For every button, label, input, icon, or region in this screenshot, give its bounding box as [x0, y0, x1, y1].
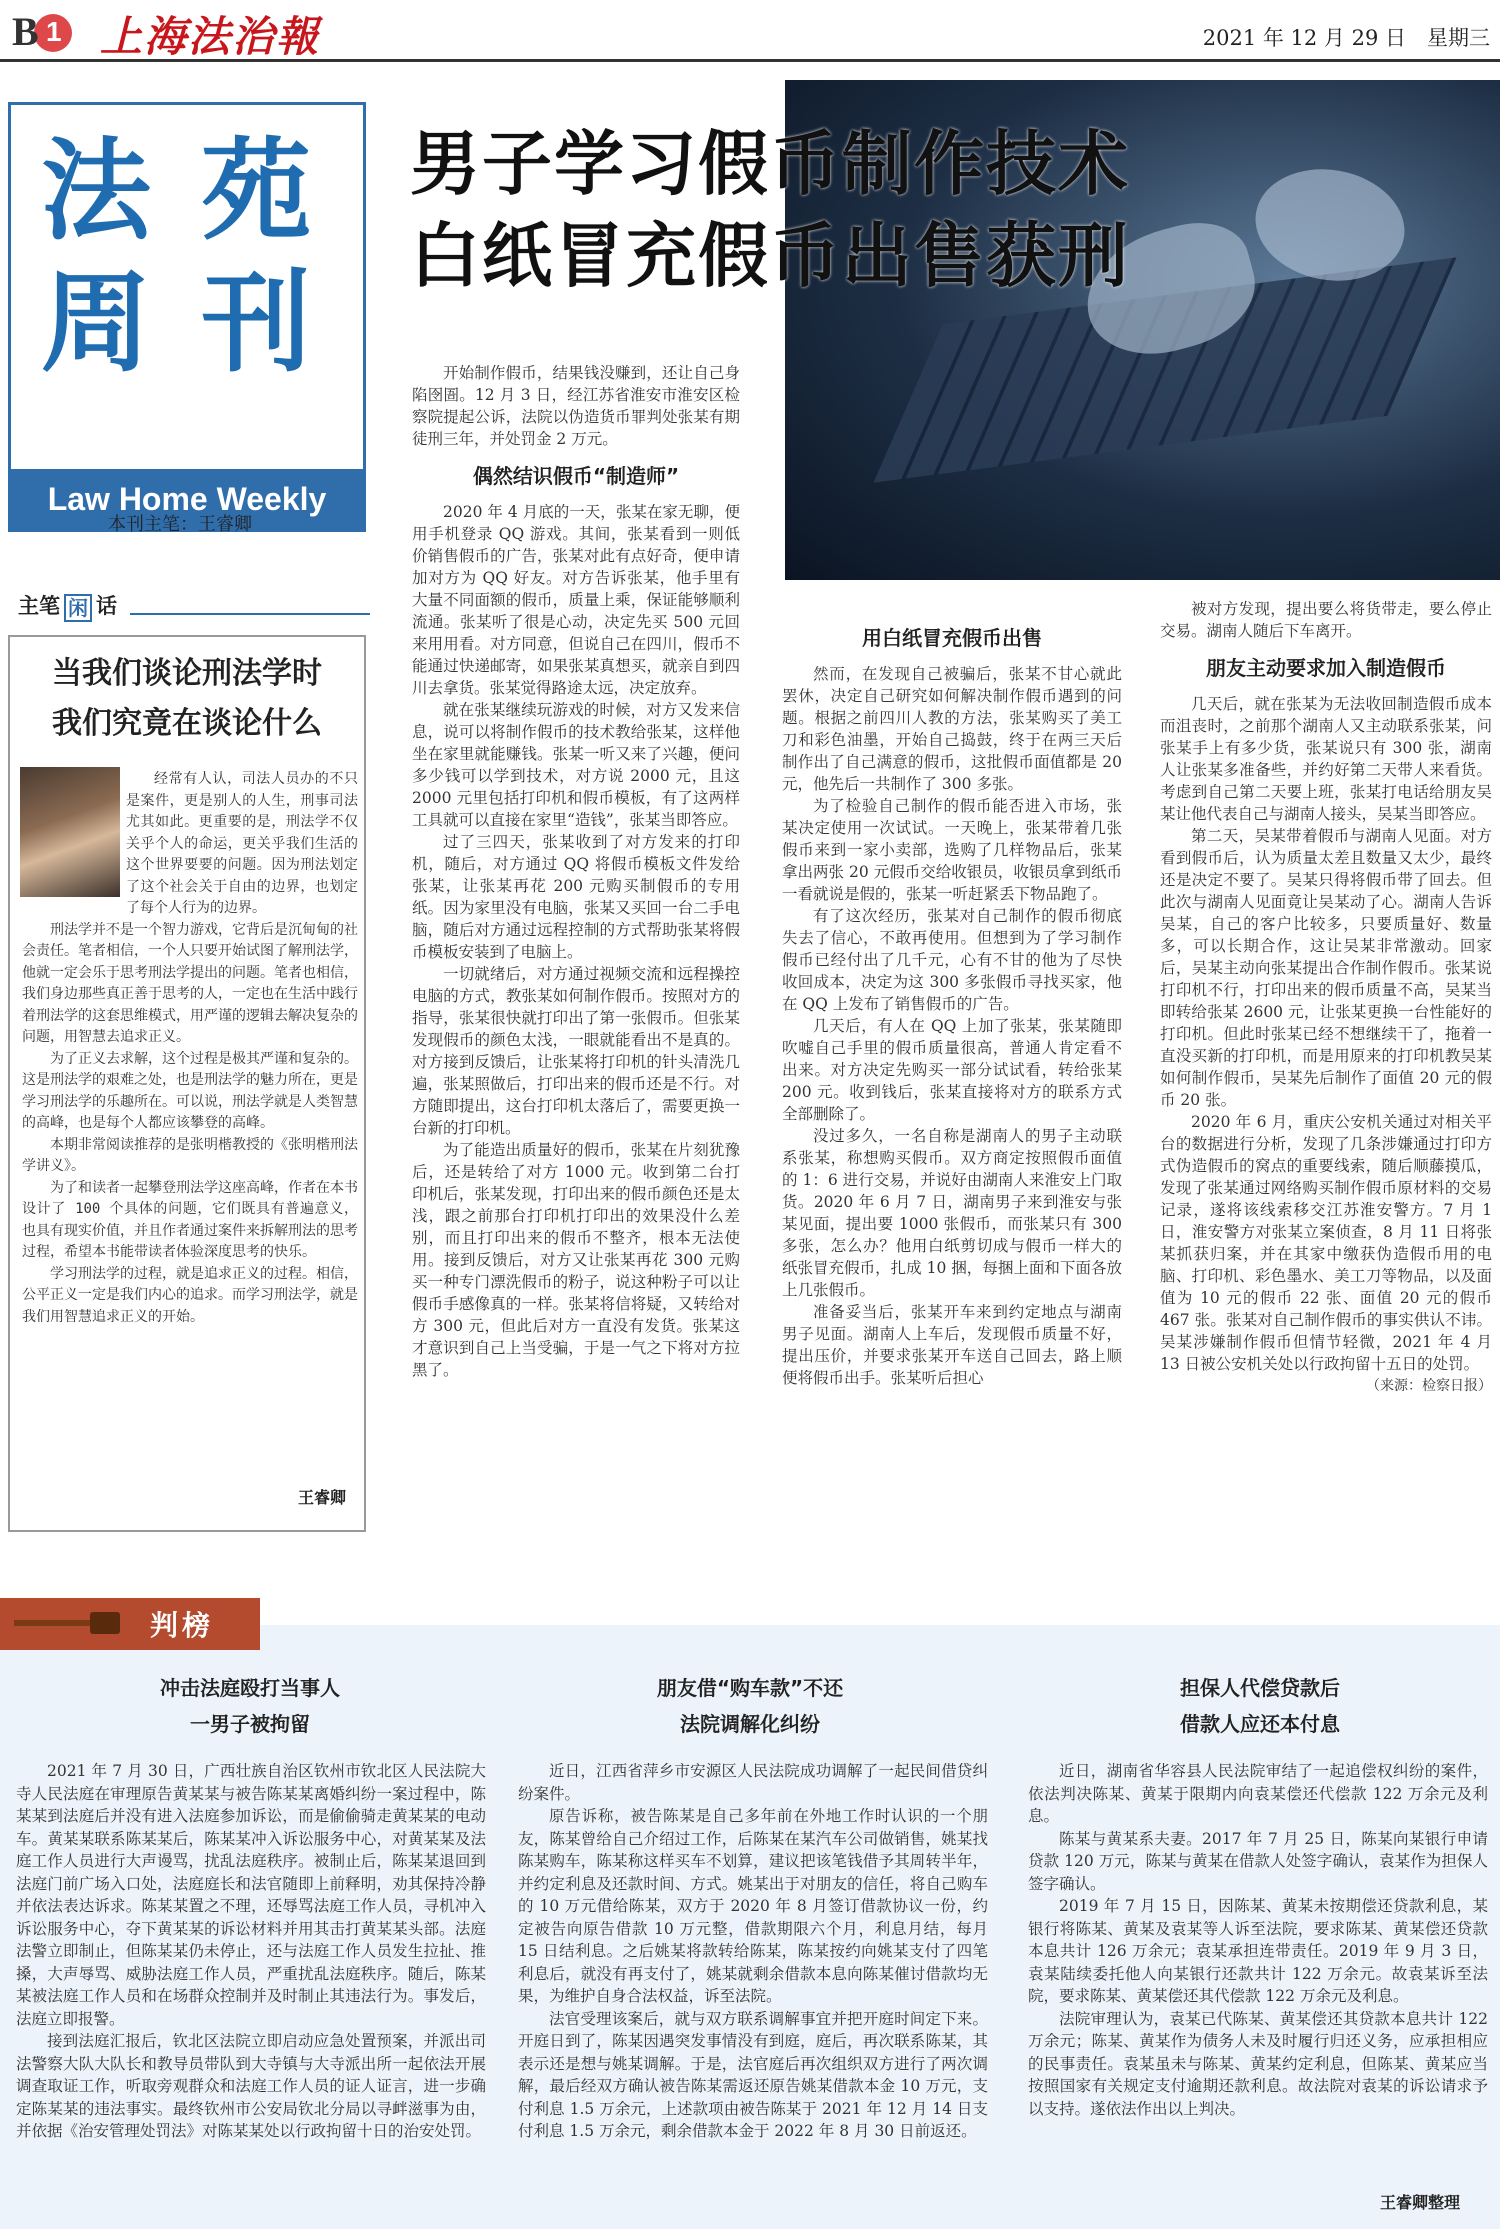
xian-char-icon: 闲 [64, 594, 92, 622]
editorial-title-line2: 我们究竟在谈论什么 [52, 706, 322, 741]
verdict-title-2 [530, 1670, 970, 1742]
verdict-paragraph: 原告诉称，被告陈某是自己多年前在外地工作时认识的一个朋友，陈某曾给自己介绍过工作，后陈某在某汽车公司做销售，姚某找陈某购车，陈某称这样买车不划算，建议把该笔钱借予其周转半年，并约定利息及还款时间、方式。姚某出于对朋友的信任，将自己购车的 10 万元借给陈某，双方于 2020 年 8 月签订借款协议一份，约定被告向原告借款 10 万元整，借款期限六个月，利息月结，每月 15 日结利息。之后姚某将款转给陈某，陈某按约向姚某支付了四笔利息后，就没有再支付了，姚某就剩余借款本息向陈某催讨借款均无果，为维护自身合法权益，诉至法院。 [518, 1807, 988, 2005]
article-paragraph: 然而，在发现自己被骗后，张某不甘心就此罢休，决定自己研究如何解决制作假币遇到的问题。根据之前四川人教的方法，张某购买了美工刀和彩色油墨，开始自己捣鼓，终于在两三天后制作出了自己满意的假币，这批假币面值都是 20 元，他先后一共制作了 300 多张。 [782, 665, 1122, 793]
verdict-body-2 [518, 1760, 988, 2143]
photo-float-spacer [22, 769, 126, 901]
verdict-section-header [0, 1598, 260, 1650]
section-suffix: 话 [96, 593, 117, 618]
verdict-title-3 [1040, 1670, 1480, 1742]
verdict-paragraph: 法官受理该案后，就与双方联系调解事宜并把开庭时间定下来。开庭日到了，陈某因遇突发事情没有到庭，庭后，再次联系陈某，其表示还是想与姚某调解。于是，法官庭后再次组织双方进行了两次调解，最后经双方确认被告陈某需返还原告姚某借款本金 10 万元，支付利息 1.5 万余元，上述款项由被告陈某于 2021 年 12 月 14 日支付利息 1.5 万余元，剩余借款本金于 2022 年 8 月 30 日前返还。 [518, 2009, 988, 2140]
article-subhead: 朋友主动要求加入制造假币 [1206, 656, 1446, 680]
editorial-paragraph: 为了正义去求解，这个过程是极其严谨和复杂的。这是刑法学的艰难之处，也是刑法学的魅力所在，更是学习刑法学的乐趣所在。可以说，刑法学就是人类智慧的高峰，也是每个人都应该攀登的高峰。 [22, 1050, 358, 1131]
headline-line2: 白纸冒充假币出售获刑 [410, 215, 1130, 297]
verdict-paragraph: 接到法庭汇报后，钦北区法院立即启动应急处置预案，并派出司法警察大队大队长和教导员带队到大寺镇与大寺派出所一起依法开展调查取证工作，听取旁观群众和法庭工作人员的证人证言，进一步确定陈某某的违法事实。最终钦州市公安局钦北分局以寻衅滋事为由，并依据《治安管理处罚法》对陈某某处以行政拘留十日的治安处罚。 [16, 2032, 486, 2140]
column-title-line1: 法 苑 [41, 127, 318, 255]
verdict-paragraph: 近日，江西省萍乡市安源区人民法院成功调解了一起民间借贷纠纷案件。 [518, 1762, 988, 1803]
verdict-body-1 [16, 1760, 486, 2143]
verdict-title-1 [30, 1670, 470, 1742]
verdict-title-line1: 担保人代偿贷款后 [1180, 1676, 1340, 1700]
verdict-title-line2: 法院调解化纠纷 [680, 1712, 820, 1736]
page-number-badge [12, 8, 74, 52]
headline-line1: 男子学习假币制作技术 [410, 123, 1130, 205]
editorial-paragraph: 本期非常阅读推荐的是张明楷教授的《张明楷刑法学讲义》。 [22, 1136, 358, 1174]
article-paragraph: 2020 年 4 月底的一天，张某在家无聊，便用手机登录 QQ 游戏。其间，张某看到一则低价销售假币的广告，张某对此有点好奇，便申请加对方为 QQ 好友。对方告诉张某，他手里有大量不同面额的假币，质量上乘，保证能够顺利流通。张某听了很是心动，决定先买 500 元回来用用看。对方同意，但说自己在四川，假币不能通过快递邮寄，如果张某真想买，就亲自到四川去拿货。张某觉得路途太远，决定放弃。 [412, 503, 740, 697]
article-paragraph: 有了这次经历，张某对自己制作的假币彻底失去了信心，不敢再使用。但想到为了学习制作假币已经付出了几千元，心有不甘的他为了尽快收回成本，决定为这 300 多张假币寻找买家，他在 QQ 上发布了销售假币的广告。 [782, 907, 1122, 1013]
article-paragraph: 开始制作假币，结果钱没赚到，还让自己身陷囹圄。12 月 3 日，经江苏省淮安市淮安区检察院提起公诉，法院以伪造货币罪判处张某有期徒刑三年，并处罚金 2 万元。 [412, 364, 740, 448]
page-letter: B [12, 9, 39, 54]
article-paragraph: 为了检验自己制作的假币能否进入市场，张某决定使用一次试试。一天晚上，张某带着几张假币来到一家小卖部，选购了几样物品后，张某拿出两张 20 元假币交给收银员，收银员拿到纸币一看就说是假的，张某一听赶紧丢下物品跑了。 [782, 797, 1122, 903]
editorial-title-line1: 当我们谈论刑法学时 [52, 656, 322, 691]
article-paragraph: 准备妥当后，张某开车来到约定地点与湖南男子见面。湖南人上车后，发现假币质量不好，提出压价，并要求张某开车送自己回去，路上顺便将假币出手。张某听后担心 [782, 1303, 1122, 1387]
editorial-paragraph: 刑法学并不是一个智力游戏，它背后是沉甸甸的社会责任。笔者相信，一个人只要开始试图了解刑法学，他就一定会乐于思考刑法学提出的问题。笔者也相信，我们身边那些真正善于思考的人，一定也在生活中践行着刑法学的这套思维模式，用严谨的逻辑去解决复杂的问题，用智慧去追求正义。 [22, 921, 358, 1045]
column-badge [8, 102, 366, 532]
article-column-1 [412, 362, 740, 1381]
editorial-body [22, 769, 358, 1328]
editorial-paragraph: 经常有人认，司法人员办的不只是案件，更是别人的人生，刑事司法尤其如此。更重要的是，刑法学不仅关乎个人的命运，更关乎我们生活的这个世界要要的问题。因为刑法划定了这个社会关于自由的边界，也划定了每个人行为的边界。 [126, 771, 358, 916]
editorial-signature: 王睿卿 [297, 1488, 346, 1507]
section-prefix: 主笔 [18, 593, 60, 618]
article-source: （来源：检察日报） [1366, 1378, 1492, 1394]
column-title [41, 125, 317, 389]
verdict-signature: 王睿卿整理 [1379, 2193, 1460, 2212]
article-paragraph: 几天后，有人在 QQ 上加了张某，张某随即吹嘘自己手里的假币质量很高，普通人肯定看不出来。对方决定先购买一部分试试看，转给张某 200 元。收到钱后，张某直接将对方的联系方式全部删除了。 [782, 1017, 1122, 1123]
editorial-article [8, 635, 366, 1532]
article-paragraph: 没过多久，一名自称是湖南人的男子主动联系张某，称想购买假币。双方商定按照假币面值的 1：6 进行交易，并说好由湖南人来淮安上门取货。2020 年 6 月 7 日，湖南男子来到淮安与张某见面，提出要 1000 张假币，而张某只有 300 多张，怎么办？他用白纸剪切成与假币一样大的纸张冒充假币，扎成 10 捆，每捆上面和下面各放上几张假币。 [782, 1127, 1122, 1299]
verdict-paragraph: 2019 年 7 月 15 日，因陈某、黄某未按期偿还贷款利息，某银行将陈某、黄某及袁某等人诉至法院，要求陈某、黄某偿还贷款本息共计 126 万余元；袁某承担连带责任。2019 年 9 月 3 日，袁某陆续委托他人向某银行还款共计 122 万余元。故袁某诉至法院，要求陈某、黄某偿还其代偿款 122 万余元及利息。 [1028, 1897, 1488, 2005]
verdict-title-line2: 一男子被拘留 [190, 1712, 310, 1736]
masthead [0, 0, 1500, 62]
article-paragraph: 几天后，就在张某为无法收回制造假币成本而沮丧时，之前那个湖南人又主动联系张某，问张某手上有多少货，张某说只有 300 张，湖南人让张某多准备些，并约好第二天带人来看货。考虑到自己第二天要上班，张某打电话给朋友吴某让他代表自己与湖南人接头，吴某当即答应。 [1160, 695, 1492, 823]
article-paragraph: 被对方发现，提出要么将货带走，要么停止交易。湖南人随后下车离开。 [1160, 600, 1492, 640]
section-divider [130, 613, 370, 615]
article-paragraph: 为了能造出质量好的假币，张某在片刻犹豫后，还是转给了对方 1000 元。收到第二台打印机后，张某发现，打印出来的假币颜色还是太浅，跟之前那台打印机打印出的效果没什么差别，而且打印出来的假币不整齐，根本无法使用。接到反馈后，对方又让张某再花 300 元购买一种专门漂洗假币的粉子，说这种粉子可以让假币手感像真的一样。张某将信将疑，又转给对方 300 元，但此后对方一直没有发货。张某这才意识到自己上当受骗，于是一气之下将对方拉黑了。 [412, 1141, 740, 1379]
article-paragraph: 过了三四天，张某收到了对方发来的打印机，随后，对方通过 QQ 将假币模板文件发给张某，让张某再花 200 元购买制假币的专用纸。因为家里没有电脑，张某又买回一台二手电脑，随后对方通过远程控制的方式帮助张某将假币模板安装到了电脑上。 [412, 833, 740, 961]
verdict-paragraph: 陈某与黄某系夫妻。2017 年 7 月 25 日，陈某向某银行申请贷款 120 万元，陈某与黄某在借款人处签字确认，袁某作为担保人签字确认。 [1028, 1829, 1488, 1893]
column-title-line2: 周 刊 [41, 259, 318, 387]
verdict-paragraph: 法院审理认为，袁某已代陈某、黄某偿还其贷款本息共计 122 万余元；陈某、黄某作为债务人未及时履行归还义务，应承担相应的民事责任。袁某虽未与陈某、黄某约定利息，但陈某、黄某应当按照国家有关规定支付逾期还款利息。故法院对袁某的诉讼请求予以支持。遂依法作出以上判决。 [1028, 2009, 1488, 2118]
verdict-paragraph: 近日，湖南省华容县人民法院审结了一起追偿权纠纷的案件，依法判决陈某、黄某于限期内向袁某偿还代偿款 122 万余元及利息。 [1028, 1762, 1488, 1825]
editorial-paragraph: 学习刑法学的过程，就是追求正义的过程。相信，公平正义一定是我们内心的追求。而学习刑法学，就是我们用智慧追求正义的开始。 [22, 1265, 358, 1325]
verdict-paragraph: 2021 年 7 月 30 日，广西壮族自治区钦州市钦北区人民法院大寺人民法庭在审理原告黄某某与被告陈某某离婚纠纷一案过程中，陈某某到法庭后并没有进入法庭参加诉讼，而是偷偷骑走黄某某的电动车。黄某某联系陈某某后，陈某某冲入诉讼服务中心，对黄某某及法庭工作人员进行大声谩骂，扰乱法庭秩序。被制止后，陈某某退回到法庭门前广场入口处，法庭庭长和法官随即上前释明，劝其保持冷静并依法表达诉求。陈某某置之不理，还辱骂法庭工作人员，寻机冲入诉讼服务中心，夺下黄某某的诉讼材料并用其击打黄某某头部。法庭法警立即制止，但陈某某仍未停止，还与法庭工作人员发生拉扯、推搡，大声辱骂、威胁法庭工作人员，严重扰乱法庭秩序。随后，陈某某被法庭工作人员和在场群众控制并及时制止其违法行为。事发后，法庭立即报警。 [16, 1762, 486, 2028]
main-headline [410, 118, 1130, 302]
editorial-title [10, 649, 364, 749]
page-number: 1 [46, 16, 62, 47]
verdict-body-3 [1028, 1760, 1488, 2120]
verdict-section-label: 判榜 [150, 1609, 215, 1642]
verdict-title-line2: 借款人应还本付息 [1180, 1712, 1340, 1736]
verdict-title-line1: 冲击法庭殴打当事人 [160, 1676, 340, 1700]
article-column-3 [1160, 598, 1492, 1397]
article-paragraph: 第二天，吴某带着假币与湖南人见面。对方看到假币后，认为质量太差且数量又太少，最终还是决定不要了。吴某只得将假币带了回去。但此次与湖南人见面竟让吴某动了心。湖南人告诉吴某，自己的客户比较多，只要质量好、数量多，可以长期合作，这让吴某非常激动。回家后，吴某主动向张某提出合作制作假币。张某说打印机不行，打印出来的假币质量不高，吴某当即转给张某 2600 元，让张某更换一台性能好的打印机。但此时张某已经不想继续干了，拖着一直没买新的打印机，而是用原来的打印机教吴某如何制作假币，吴某先后制作了面值 20 元的假币 20 张。 [1160, 827, 1492, 1109]
article-paragraph: 一切就绪后，对方通过视频交流和远程操控电脑的方式，教张某如何制作假币。按照对方的指导，张某很快就打印出了第一张假币。但张某发现假币的颜色太浅，一眼就能看出不是真的。对方接到反馈后，让张某将打印机的针头清洗几遍，张某照做后，打印出来的假币还是不行。对方随即提出，这台打印机太落后了，需要更换一台新的打印机。 [412, 965, 740, 1137]
article-subhead: 用白纸冒充假币出售 [862, 626, 1042, 650]
article-column-2 [782, 612, 1122, 1389]
newspaper-logo: 上海法治報 [100, 12, 321, 61]
article-paragraph: 就在张某继续玩游戏的时候，对方又发来信息，说可以将制作假币的技术教给张某，这样他坐在家里就能赚钱。张某一听又来了兴趣，便问多少钱可以学到技术，对方说 2000 元，且这 2000 元里包括打印机和假币模板，有了这两样工具就可以直接在家里“造钱”，张某当即答应。 [412, 701, 740, 829]
article-subhead: 偶然结识假币“制造师” [472, 464, 680, 488]
column-english-title: Law Home Weekly [11, 469, 363, 529]
verdict-title-line1: 朋友借“购车款”不还 [656, 1676, 844, 1700]
gavel-icon [14, 1610, 124, 1636]
editorial-paragraph: 为了和读者一起攀登刑法学这座高峰，作者在本书设计了 100 个具体的问题，它们既具有普遍意义，也具有现实价值，并且作者通过案件来拆解刑法的思考过程，希望本书能带读者体验深度思考的快乐。 [22, 1179, 358, 1260]
editorial-section-label [18, 590, 117, 622]
article-paragraph: 2020 年 6 月，重庆公安机关通过对相关平台的数据进行分析，发现了几条涉嫌通过打印方式伪造假币的窝点的重要线索，随后顺藤摸瓜，发现了张某通过网络购买制作假币原材料的交易记录，遂将该线索移交江苏淮安警方。7 月 1 日，淮安警方对张某立案侦查，8 月 11 日将张某抓获归案，并在其家中缴获伪造假币用的电脑、打印机、彩色墨水、美工刀等物品，以及面值为 10 元的假币 22 张、面值 20 元的假币 467 张。张某对自己制作假币的事实供认不讳。吴某涉嫌制作假币但情节轻微，2021 年 4 月 13 日被公安机关处以行政拘留十五日的处罚。 [1160, 1113, 1492, 1373]
issue-date: 2021 年 12 月 29 日 星期三 [1202, 26, 1490, 50]
chief-editor-line: 本刊主笔：王睿卿 [108, 514, 252, 535]
